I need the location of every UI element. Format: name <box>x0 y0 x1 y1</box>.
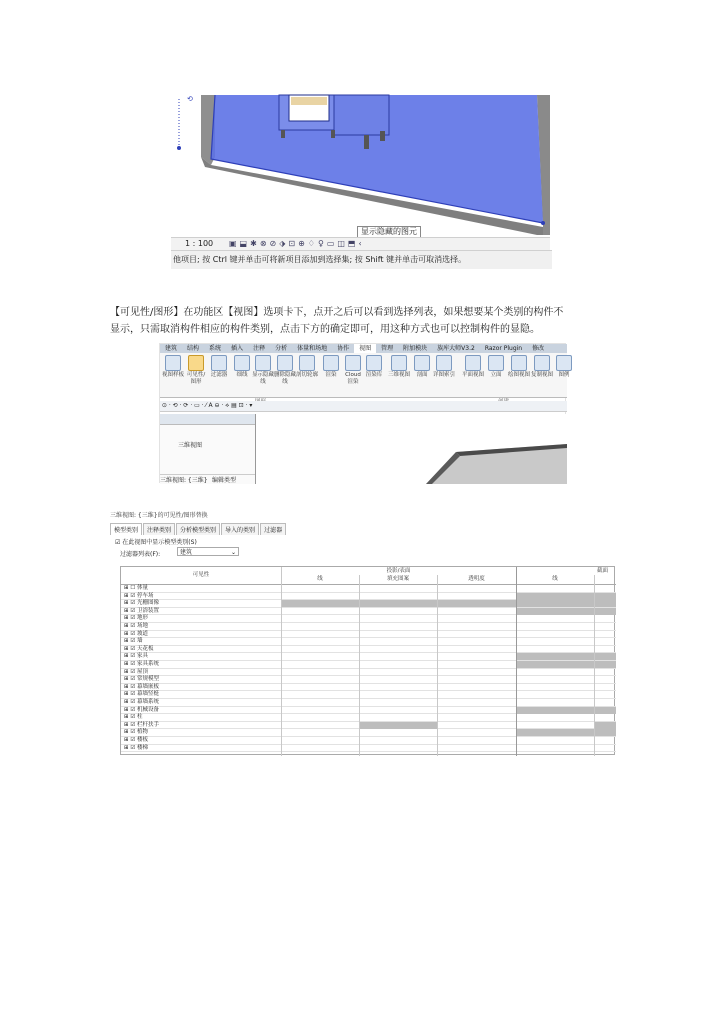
ribbon-panel <box>160 353 570 398</box>
dialog-tab[interactable]: 过滤器 <box>260 523 286 535</box>
status-hint: 他项目; 按 Ctrl 键并单击可将新项目添加到选择集; 按 Shift 键并单击可取消选择。 <box>171 250 552 269</box>
ribbon-tab-bar <box>160 344 567 353</box>
override-cell-disabled <box>282 600 359 607</box>
render-icon <box>323 355 339 371</box>
table-row[interactable] <box>121 729 616 737</box>
grip-icon[interactable] <box>541 221 545 225</box>
cut-profile-icon <box>299 355 315 371</box>
column-divider <box>594 575 595 756</box>
category-label: ⊞ ☑ 常规模型 <box>124 676 160 683</box>
override-cell-disabled <box>438 600 516 607</box>
ribbon-button[interactable] <box>208 355 230 379</box>
category-label: ⊞ ☑ 天花板 <box>124 645 154 652</box>
paragraph-line-1: 【可见性/图形】在功能区【视图】选项卡下，点开之后可以看到选择列表，如果想要某个类别的构件不 <box>110 307 564 318</box>
category-label: ⊞ ☑ 停车场 <box>124 592 154 599</box>
category-label: ⊞ ☑ 光栅图像 <box>124 600 160 607</box>
category-label: ⊞ ☑ 楼梯 <box>124 744 149 751</box>
ribbon-button-label: 视图样板 <box>162 372 185 378</box>
dialog-tab[interactable]: 模型类别 <box>110 523 142 535</box>
thin-lines-icon <box>234 355 250 371</box>
ribbon-button[interactable] <box>320 355 342 379</box>
ribbon-button[interactable] <box>531 355 553 379</box>
ribbon-button[interactable] <box>274 355 296 386</box>
visibility-graphics-dialog <box>107 510 615 755</box>
category-label: ⊞ ☑ 楼板 <box>124 737 149 743</box>
ribbon-button-label: 绘图视图 <box>508 372 531 378</box>
legend-icon <box>556 355 572 371</box>
category-label: ⊞ ☑ 卫浴装置 <box>124 607 160 614</box>
leg <box>331 130 335 138</box>
column-divider <box>437 575 438 756</box>
ribbon-tab[interactable]: 视图 <box>354 344 376 353</box>
cabinet-shelf <box>291 97 327 105</box>
ribbon-button[interactable] <box>162 355 184 379</box>
table-row[interactable] <box>121 615 616 623</box>
table-row[interactable] <box>121 737 616 745</box>
ribbon-button-label: 渲染 <box>325 372 337 378</box>
revit-3d-view-screenshot <box>171 95 550 268</box>
paragraph-line-2: 显示，只需取消构件相应的构件类别，点击下方的确定即可，用这种方式也可以控制构件的显隐。 <box>110 324 540 335</box>
override-cell-disabled <box>360 722 437 729</box>
header-transparency: 透明度 <box>468 576 485 582</box>
table-row[interactable] <box>121 600 616 608</box>
category-table <box>120 566 615 755</box>
column-divider <box>516 567 517 756</box>
table-row[interactable] <box>121 646 616 654</box>
dialog-tab-bar <box>110 523 287 535</box>
ribbon-button[interactable] <box>411 355 433 379</box>
category-label: ⊞ ☑ 墙 <box>124 638 143 645</box>
override-cell-disabled <box>517 608 616 615</box>
filter-list-select[interactable] <box>177 547 239 556</box>
category-label: ⊞ ☑ 机械设备 <box>124 706 160 713</box>
filter-icon <box>211 355 227 371</box>
ribbon-button-label: 三维视图 <box>388 372 411 378</box>
column-divider <box>281 567 282 756</box>
ribbon-button[interactable] <box>342 355 364 386</box>
override-cell-disabled <box>517 600 616 607</box>
ribbon-button-label: Cloud 渲染 <box>345 372 361 385</box>
ribbon-button[interactable] <box>433 355 455 379</box>
3d-view-icon <box>391 355 407 371</box>
table-row[interactable] <box>121 585 616 593</box>
category-label: ⊞ ☑ 植物 <box>124 729 149 736</box>
properties-edit-row <box>160 474 255 485</box>
category-label: ⊞ ☑ 坡道 <box>124 630 149 637</box>
category-label: ⊞ ☑ 幕墙嵌板 <box>124 683 160 690</box>
ribbon-tab[interactable]: 管理 <box>381 345 394 352</box>
ribbon-button[interactable] <box>231 355 253 379</box>
tooltip: 显示隐藏的图元 <box>357 226 421 238</box>
table-row[interactable] <box>121 669 616 677</box>
ribbon-tab[interactable]: 系统 <box>209 345 222 352</box>
table-row[interactable] <box>121 676 616 684</box>
leg <box>281 130 285 138</box>
ribbon-button-label: 图例 <box>558 372 570 378</box>
table <box>334 95 389 135</box>
ribbon-tab[interactable]: 修改 <box>532 345 545 352</box>
category-label: ⊞ ☑ 幕墙系统 <box>124 699 160 705</box>
ribbon-button-label: 过滤器 <box>210 372 228 378</box>
view-label: 三维视图: {三维} <box>160 477 208 484</box>
override-cell-disabled <box>517 707 616 714</box>
view-control-icons[interactable]: ▣⬓✱⊗⊘⬗⊡⊕♢♀▭◫⬒‹ <box>229 239 365 248</box>
filter-value: 建筑 <box>180 549 193 556</box>
category-label: ⊞ ☑ 栏杆扶手 <box>124 721 160 728</box>
table-row[interactable] <box>121 722 616 730</box>
table-row[interactable] <box>121 638 616 646</box>
ribbon-button[interactable] <box>252 355 274 386</box>
rotate-icon[interactable]: ⟲ <box>187 95 193 103</box>
ribbon-tab[interactable]: 注释 <box>253 345 266 352</box>
table-row[interactable] <box>121 653 616 661</box>
category-label: ⊞ ☑ 场地 <box>124 623 149 629</box>
filter-list-label: 过滤器列表(F): <box>120 551 161 558</box>
ribbon-button-label: 剖面 <box>416 372 428 378</box>
box-model-graphic <box>256 414 567 484</box>
show-model-categories-checkbox[interactable]: ☑ 在此视图中显示模型类别(S) <box>115 539 197 546</box>
override-cell-disabled <box>517 653 616 660</box>
ribbon-button[interactable] <box>462 355 484 379</box>
3d-view-canvas[interactable] <box>256 414 567 484</box>
visibility-icon <box>188 355 204 371</box>
ribbon-button[interactable] <box>363 355 385 379</box>
override-cell-disabled <box>360 600 437 607</box>
view-control-bar <box>171 237 550 250</box>
quick-access-toolbar[interactable]: ⊙ · ⟲ · ⟳ · ▭ · ⁄ A ⊖ · ⟡ ▤ ⊡ · ▾ <box>160 401 567 412</box>
template-icon <box>165 355 181 371</box>
checkbox-label: 在此视图中显示模型类别(S) <box>122 539 197 546</box>
override-cell-disabled <box>595 722 616 729</box>
ribbon-button-label: 立面 <box>490 372 502 378</box>
ribbon-tab[interactable]: 建筑 <box>165 345 178 352</box>
table-row[interactable] <box>121 714 616 722</box>
category-label: ⊞ ☑ 家具系统 <box>124 661 160 667</box>
table-row[interactable] <box>121 691 616 699</box>
header-projection: 投影/表面 <box>386 568 411 574</box>
dialog-tab[interactable]: 注释类别 <box>143 523 175 535</box>
ribbon-button[interactable] <box>388 355 410 379</box>
ribbon-button-label: 可见性/图形 <box>186 372 206 385</box>
chevron-down-icon: ⌄ <box>230 549 236 556</box>
elevation-icon <box>488 355 504 371</box>
header-cut-line: 线 <box>552 576 558 582</box>
category-label: ⊞ ☑ 屋顶 <box>124 668 149 675</box>
table-row[interactable] <box>121 745 616 753</box>
category-label: ⊞ ☑ 地形 <box>124 615 149 622</box>
ribbon-tab[interactable]: 插入 <box>231 345 244 352</box>
ribbon-button[interactable] <box>553 355 575 379</box>
ribbon-tab[interactable]: Razor Plugin <box>484 345 523 352</box>
table-row[interactable] <box>121 631 616 639</box>
plan-view-icon <box>465 355 481 371</box>
3d-viewport[interactable] <box>171 95 550 237</box>
ribbon-tab[interactable]: 分析 <box>275 345 288 352</box>
revit-ribbon-screenshot <box>159 343 570 484</box>
category-label: ⊞ ☑ 柱 <box>124 714 143 721</box>
ribbon-tab[interactable]: 体量和场地 <box>297 345 328 352</box>
ribbon-button-label: 复制视图 <box>531 372 554 378</box>
ribbon-button[interactable] <box>485 355 507 379</box>
table-row[interactable] <box>121 661 616 669</box>
ribbon-button[interactable] <box>508 355 530 379</box>
properties-palette <box>160 414 256 484</box>
ribbon-button-label: 渲染库 <box>365 372 383 378</box>
table-body <box>121 584 616 751</box>
section-icon <box>414 355 430 371</box>
ribbon-button[interactable] <box>185 355 207 386</box>
dialog-tab[interactable]: 导入的类别 <box>221 523 259 535</box>
callout-icon <box>436 355 452 371</box>
leg <box>364 135 369 149</box>
header-line: 线 <box>317 576 323 582</box>
table-row[interactable] <box>121 608 616 616</box>
override-cell-disabled <box>517 729 616 736</box>
table-row[interactable] <box>121 623 616 631</box>
dialog-tab[interactable]: 分析模型类别 <box>176 523 220 535</box>
ribbon-button[interactable] <box>296 355 318 379</box>
header-fill-pattern: 填充图案 <box>386 576 409 582</box>
show-hidden-icon <box>255 355 271 371</box>
table-row[interactable] <box>121 684 616 692</box>
ribbon-button-label: 删除隐藏线 <box>274 372 297 385</box>
render-gallery-icon <box>366 355 382 371</box>
category-label: ⊞ ☑ 家具 <box>124 653 149 660</box>
building-model-graphic <box>171 95 550 237</box>
table-row[interactable] <box>121 699 616 707</box>
category-label: ⊞ ☐ 体量 <box>124 585 149 591</box>
properties-header <box>160 414 255 425</box>
ribbon-tab[interactable]: 结构 <box>187 345 200 352</box>
ribbon-tab[interactable]: 附加模块 <box>403 345 428 352</box>
ribbon-button-label: 平面视图 <box>462 372 485 378</box>
dialog-title: 三维视图: {三维}的可见性/图形替换 <box>110 512 208 519</box>
override-cell-disabled <box>517 661 616 668</box>
table-row[interactable] <box>121 593 616 601</box>
cloud-render-icon <box>345 355 361 371</box>
override-cell-disabled <box>517 593 616 600</box>
duplicate-view-icon <box>534 355 550 371</box>
ribbon-button-label: 详图索引 <box>433 372 456 378</box>
scale-label[interactable]: 1 : 100 <box>185 239 214 248</box>
header-cut: 截面 <box>596 568 608 574</box>
ribbon-button-label: 显示隐藏线 <box>252 372 275 385</box>
remove-hidden-icon <box>277 355 293 371</box>
leg <box>380 131 385 141</box>
ribbon-button-label: 细线 <box>236 372 248 378</box>
column-divider <box>359 575 360 756</box>
ribbon-button-label: 剖切轮廓 <box>296 372 319 378</box>
ribbon-tab[interactable]: 族库大师V3.2 <box>437 345 475 352</box>
view-type-name[interactable]: 三维视图 <box>178 442 203 449</box>
ribbon-tab[interactable]: 协作 <box>337 345 350 352</box>
category-label: ⊞ ☑ 幕墙竖梃 <box>124 691 160 698</box>
table-row[interactable] <box>121 707 616 715</box>
drafting-view-icon <box>511 355 527 371</box>
edit-type-button[interactable]: 编辑类型 <box>212 477 237 484</box>
header-visibility: 可见性 <box>192 572 210 578</box>
